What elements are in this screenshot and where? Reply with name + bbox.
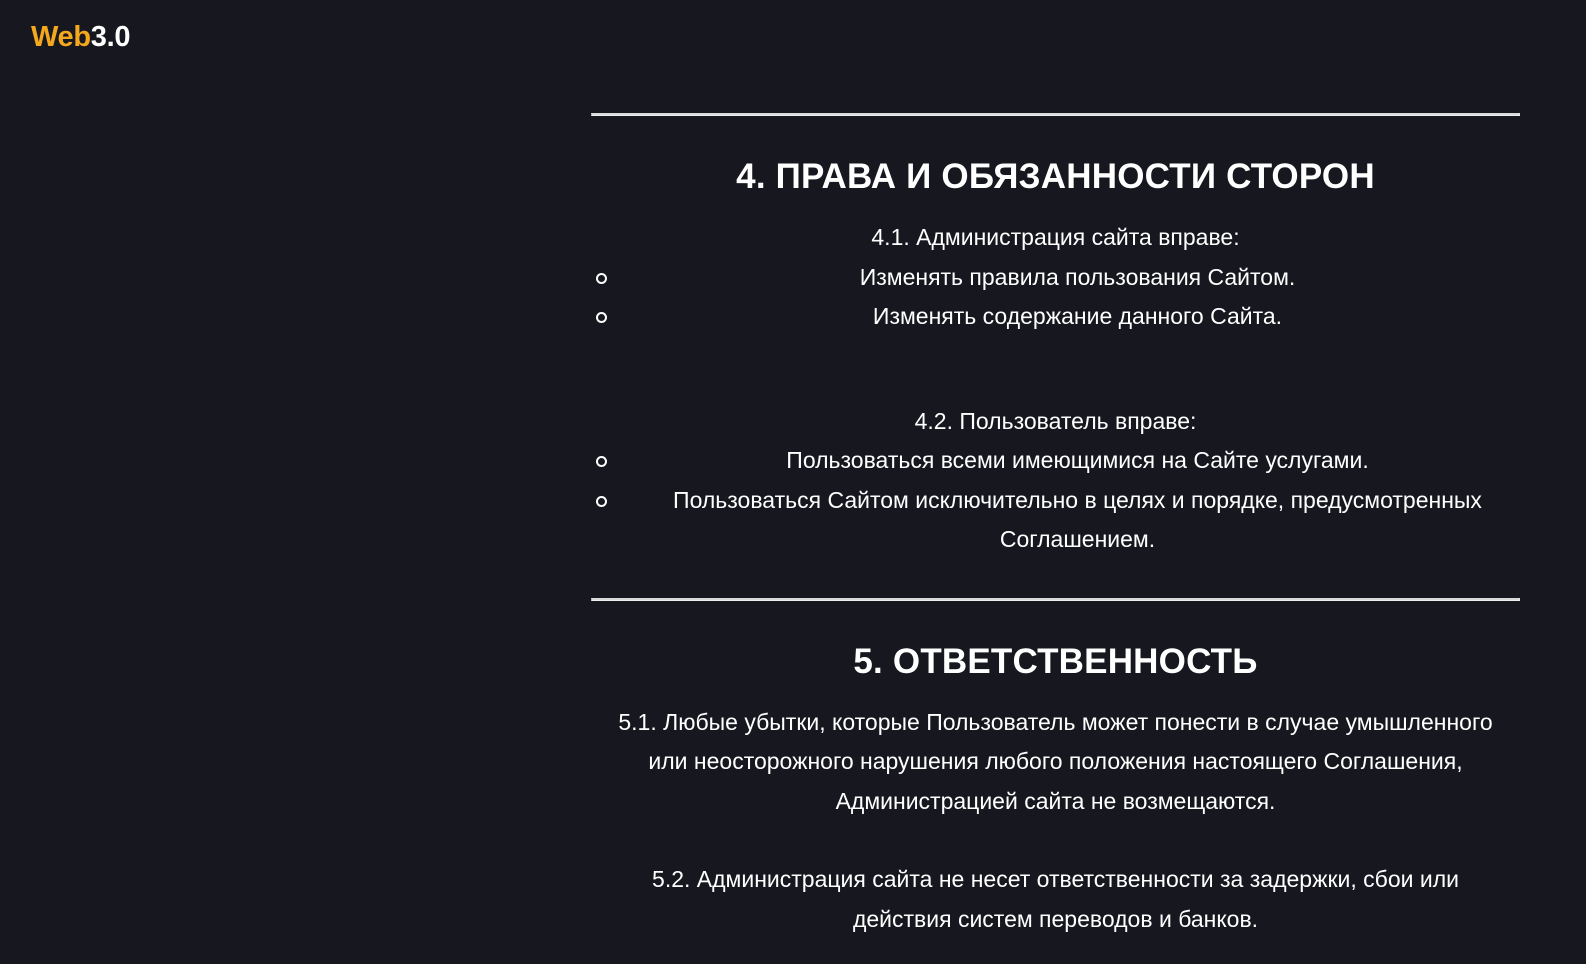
list-item	[591, 258, 1520, 298]
section-divider	[591, 113, 1520, 116]
section-title: 4. ПРАВА И ОБЯЗАННОСТИ СТОРОН	[736, 157, 1375, 196]
admin-rights-list	[591, 258, 1520, 337]
circle-bullet-icon	[596, 496, 607, 507]
paragraph: 5.2. Администрация сайта не несет ответственности за задержки, сбои или действия систем переводов и банков.	[652, 866, 1459, 932]
logo-rest-text: 3.0	[90, 21, 131, 53]
section-title: 5. ОТВЕТСТВЕННОСТЬ	[853, 641, 1258, 681]
list-item	[591, 481, 1520, 560]
paragraph: 5.1. Любые убытки, которые Пользователь может понести в случае умышленного или неосторожного нарушения любого положения настоящего Соглашения, Администрацией сайта не возмещаются.	[618, 708, 1493, 814]
circle-bullet-icon	[596, 273, 607, 284]
agreement-content	[591, 113, 1520, 939]
circle-bullet-icon	[596, 312, 607, 323]
list-item	[591, 441, 1520, 481]
list-item-text: Изменять содержание данного Сайта.	[872, 303, 1283, 329]
list-item	[591, 297, 1520, 337]
site-logo[interactable]	[31, 19, 130, 55]
list-item-text: Пользоваться Сайтом исключительно в целях и порядке, предусмотренных Соглашением.	[673, 486, 1482, 552]
list-item-text: Пользоваться всеми имеющимися на Сайте услугами.	[786, 447, 1369, 473]
subsection-title: 4.1. Администрация сайта вправе:	[871, 224, 1240, 250]
logo-accent-text: Web	[31, 21, 91, 53]
list-item-text: Изменять правила пользования Сайтом.	[859, 263, 1296, 290]
circle-bullet-icon	[596, 456, 607, 467]
section-liability	[591, 641, 1520, 940]
subsection-title: 4.2. Пользователь вправе:	[914, 407, 1197, 434]
section-divider	[591, 598, 1520, 601]
user-rights-list	[591, 441, 1520, 560]
section-rights-obligations	[591, 156, 1520, 560]
